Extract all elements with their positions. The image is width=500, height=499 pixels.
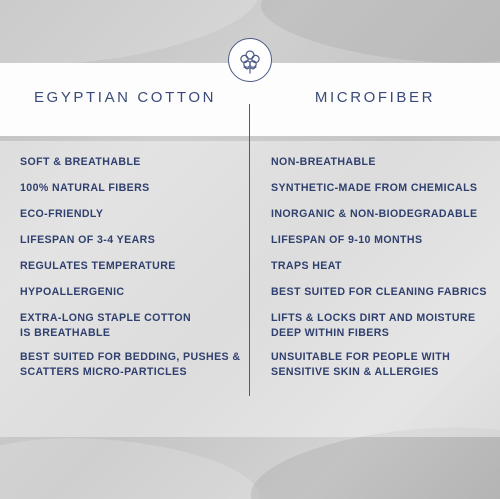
cotton-feature: REGULATES TEMPERATURE (20, 260, 176, 272)
microfiber-feature: LIFESPAN OF 9-10 MONTHS (271, 234, 423, 246)
microfiber-feature: LIFTS & LOCKS DIRT AND MOISTURE DEEP WITHIN FIBERS (271, 312, 476, 339)
microfiber-feature: INORGANIC & NON-BIODEGRADABLE (271, 208, 478, 220)
microfiber-feature: UNSUITABLE FOR PEOPLE WITH SENSITIVE SKIN & ALLERGIES (271, 351, 451, 378)
cotton-feature: 100% NATURAL FIBERS (20, 182, 150, 194)
cotton-feature: HYPOALLERGENIC (20, 286, 125, 298)
microfiber-feature: NON-BREATHABLE (271, 156, 376, 168)
background-texture (0, 427, 263, 499)
cotton-feature: BEST SUITED FOR BEDDING, PUSHES & SCATTERS MICRO-PARTICLES (20, 351, 241, 378)
microfiber-feature: BEST SUITED FOR CLEANING FABRICS (271, 286, 487, 298)
microfiber-feature: SYNTHETIC-MADE FROM CHEMICALS (271, 182, 478, 194)
column-divider (249, 104, 250, 396)
cotton-feature: EXTRA-LONG STAPLE COTTON IS BREATHABLE (20, 312, 192, 339)
cotton-flower-icon (235, 45, 265, 75)
cotton-feature: LIFESPAN OF 3-4 YEARS (20, 234, 156, 246)
cotton-feature: ECO-FRIENDLY (20, 208, 104, 220)
microfiber-feature: TRAPS HEAT (271, 260, 342, 272)
egyptian-cotton-heading: EGYPTIAN COTTON (33, 89, 217, 106)
microfiber-heading: MICROFIBER (314, 89, 436, 106)
cotton-feature: SOFT & BREATHABLE (20, 156, 141, 168)
cotton-logo (228, 38, 272, 82)
